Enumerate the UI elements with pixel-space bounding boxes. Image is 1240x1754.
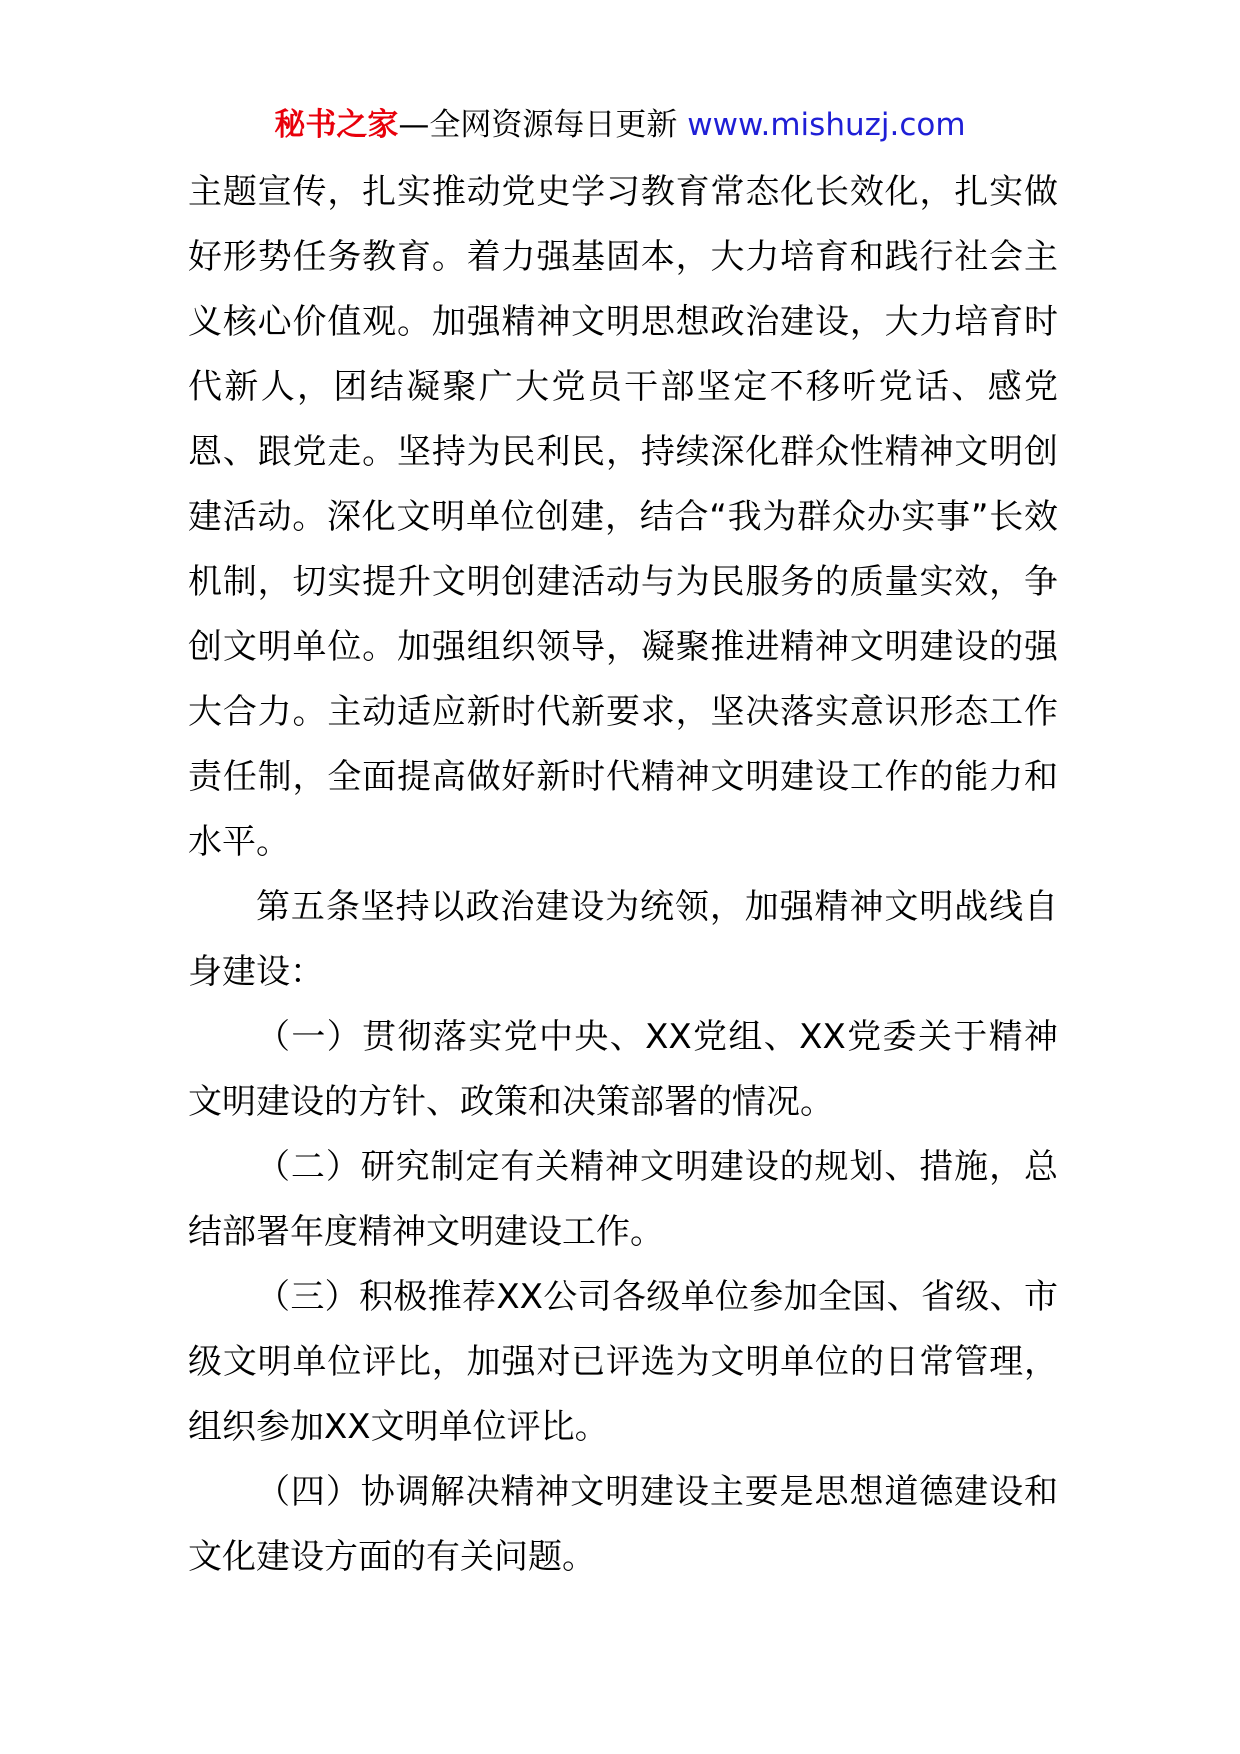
paragraph: （四）协调解决精神文明建设主要是思想道德建设和文化建设方面的有关问题。	[188, 1472, 1058, 1577]
header-brand: 秘书之家	[274, 107, 399, 143]
paragraph: 主题宣传，扎实推动党史学习教育常态化长效化，扎实做好形势任务教育。着力强基固本，大力培育和践行社会主义核心价值观。加强精神文明思想政治建设，大力培育时代新人，团结凝聚广大党员干部坚定不移听党话、感党恩、跟党走。坚持为民利民，持续深化群众性精神文明创建活动。深化文明单位创建，结合“我为群众办实事”长效机制，切实提升文明创建活动与为民服务的质量实效，争创文明单位。加强组织领导，凝聚推进精神文明建设的强大合力。主动适应新时代新要求，坚决落实意识形态工作责任制，全面提高做好新时代精神文明建设工作的能力和水平。	[188, 172, 1058, 862]
page-header	[0, 100, 1240, 150]
header-site-link[interactable]: www.mishuzj.com	[687, 107, 966, 143]
document-body	[188, 160, 1058, 1590]
paragraph: （三）积极推荐XX公司各级单位参加全国、省级、市级文明单位评比，加强对已评选为文明单位的日常管理，组织参加XX文明单位评比。	[188, 1277, 1058, 1447]
header-tagline: —全网资源每日更新	[398, 107, 688, 143]
paragraph: （二）研究制定有关精神文明建设的规划、措施，总结部署年度精神文明建设工作。	[188, 1147, 1058, 1252]
paragraph: （一）贯彻落实党中央、XX党组、XX党委关于精神文明建设的方针、政策和决策部署的情况。	[188, 1017, 1058, 1122]
paragraph: 第五条坚持以政治建设为统领，加强精神文明战线自身建设：	[188, 887, 1058, 992]
